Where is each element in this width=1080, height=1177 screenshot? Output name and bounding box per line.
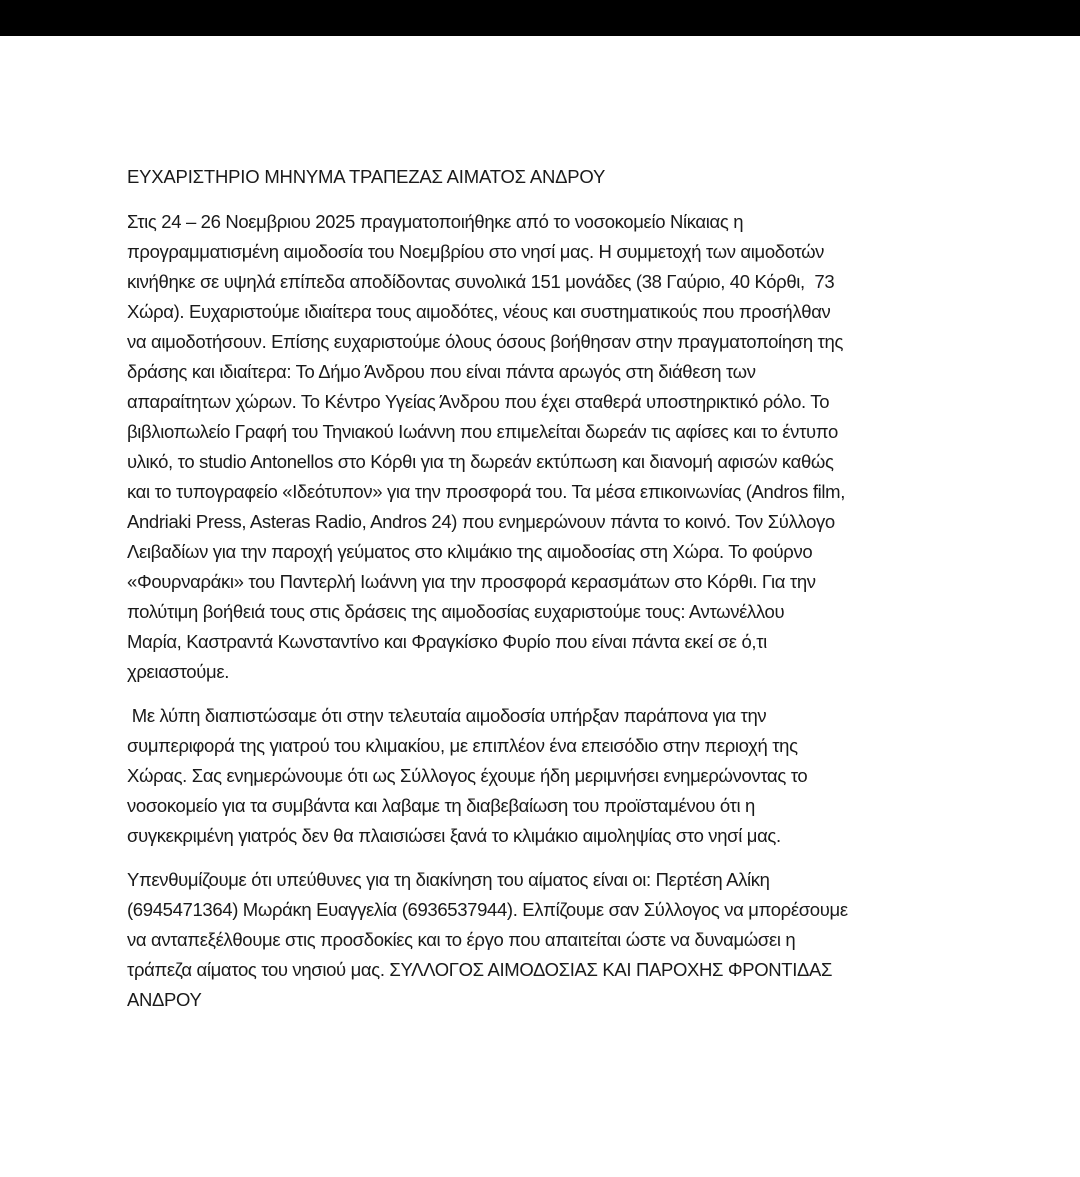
text-line: (6945471364) Μωράκη Ευαγγελία (6936537944). Ελπίζουμε σαν Σύλλογος να μπορέσουμε <box>127 899 848 920</box>
text-line: τράπεζα αίματος του νησιού μας. ΣΥΛΛΟΓΟΣ ΑΙΜΟΔΟΣΙΑΣ ΚΑΙ ΠΑΡΟΧΗΣ ΦΡΟΝΤΙΔΑΣ <box>127 959 833 980</box>
text-line: δράσης και ιδιαίτερα: Το Δήμο Άνδρου που είναι πάντα αρωγός στη διάθεση των <box>127 361 756 382</box>
text-line: συγκεκριμένη γιατρός δεν θα πλαισιώσει ξανά το κλιμάκιο αιμοληψίας στο νησί μας. <box>127 825 781 846</box>
text-line: απαραίτητων χώρων. Το Κέντρο Υγείας Άνδρου που έχει σταθερά υποστηρικτικό ρόλο. Το <box>127 391 830 412</box>
text-line: συμπεριφορά της γιατρού του κλιμακίου, με επιπλέον ένα επεισόδιο στην περιοχή της <box>127 735 798 756</box>
text-line: Χώρα). Ευχαριστούμε ιδιαίτερα τους αιμοδότες, νέους και συστηματικούς που προσήλθαν <box>127 301 831 322</box>
text-line: κινήθηκε σε υψηλά επίπεδα αποδίδοντας συνολικά 151 μονάδες (38 Γαύριο, 40 Κόρθι, 73 <box>127 271 835 292</box>
text-line: πολύτιμη βοήθειά τους στις δράσεις της αιμοδοσίας ευχαριστούμε τους: Αντωνέλλου <box>127 601 785 622</box>
text-line: Με λύπη διαπιστώσαμε ότι στην τελευταία αιμοδοσία υπήρξαν παράπονα για την <box>127 705 767 726</box>
text-line: Λειβαδίων για την παροχή γεύματος στο κλιμάκιο της αιμοδοσίας στη Χώρα. Το φούρνο <box>127 541 813 562</box>
top-bar <box>0 0 1080 36</box>
text-line: χρειαστούμε. <box>127 661 230 682</box>
text-line: Μαρία, Καστραντά Κωνσταντίνο και Φραγκίσκο Φυρίο που είναι πάντα εκεί σε ό,τι <box>127 631 767 652</box>
text-line: ΑΝΔΡΟΥ <box>127 989 202 1010</box>
text-line: να ανταπεξέλθουμε στις προσδοκίες και το έργο που απαιτείται ώστε να δυναμώσει η <box>127 929 796 950</box>
text-line: προγραμματισμένη αιμοδοσία του Νοεμβρίου στο νησί μας. Η συμμετοχή των αιμοδοτών <box>127 241 825 262</box>
document-title: ΕΥΧΑΡΙΣΤΗΡΙΟ ΜΗΝΥΜΑ ΤΡΑΠΕΖΑΣ ΑΙΜΑΤΟΣ ΑΝΔΡΟΥ <box>127 166 606 187</box>
text-line: Στις 24 – 26 Νοεμβριου 2025 πραγματοποιήθηκε από το νοσοκομείο Νίκαιας η <box>127 211 744 232</box>
text-line: να αιμοδοτήσουν. Επίσης ευχαριστούμε όλους όσους βοήθησαν στην πραγματοποίηση της <box>127 331 844 352</box>
paragraph-thanks <box>127 207 957 687</box>
text-line: Χώρας. Σας ενημερώνουμε ότι ως Σύλλογος έχουμε ήδη μεριμνήσει ενημερώνοντας το <box>127 765 808 786</box>
text-line: Υπενθυμίζουμε ότι υπεύθυνες για τη διακίνηση του αίματος είναι οι: Περτέση Αλίκη <box>127 869 770 890</box>
text-line: Andriaki Press, Asteras Radio, Andros 24) που ενημερώνουν πάντα το κοινό. Τον Σύλλογο <box>127 511 835 532</box>
text-line: και το τυπογραφείο «Ιδεότυπον» για την προσφορά του. Τα μέσα επικοινωνίας (Andros film, <box>127 481 846 502</box>
document-body <box>127 163 957 1029</box>
paragraph-contacts <box>127 865 957 1015</box>
text-line: νοσοκομείο για τα συμβάντα και λαβαμε τη διαβεβαίωση του προϊσταμένου ότι η <box>127 795 755 816</box>
paragraph-complaint <box>127 701 957 851</box>
text-line: «Φουρναράκι» του Παντερλή Ιωάννη για την προσφορά κερασμάτων στο Κόρθι. Για την <box>127 571 816 592</box>
text-line: βιβλιοπωλείο Γραφή του Τηνιακού Ιωάννη που επιμελείται δωρεάν τις αφίσες και το έντυπο <box>127 421 838 442</box>
text-line: υλικό, το studio Antonellos στο Κόρθι για τη δωρεάν εκτύπωση και διανομή αφισών καθώς <box>127 451 834 472</box>
